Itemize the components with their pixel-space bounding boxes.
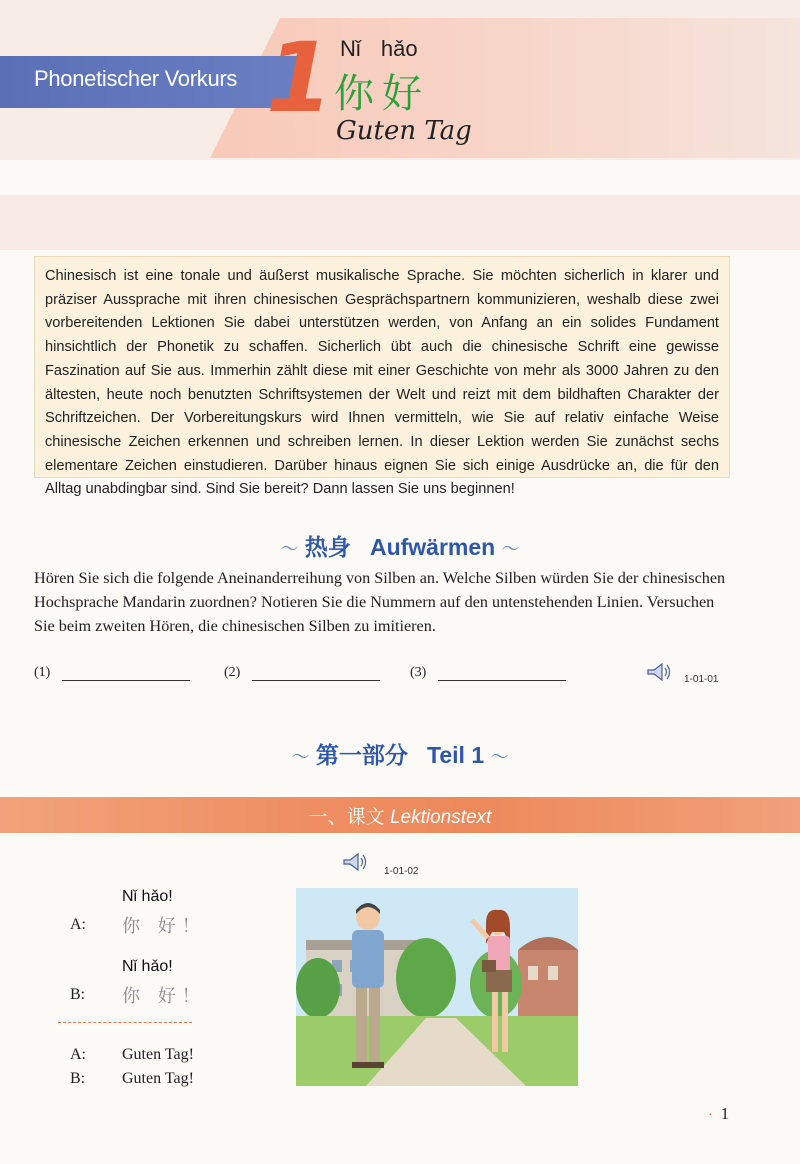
blank-label: (1) xyxy=(34,665,51,680)
blank-label: (2) xyxy=(224,665,241,680)
answer-line[interactable] xyxy=(62,662,190,681)
lesson-title-german: Guten Tag xyxy=(336,116,472,146)
audio-track-code: 1-01-01 xyxy=(684,674,719,685)
part-heading-de: Teil 1 xyxy=(427,742,485,768)
answer-blanks xyxy=(34,662,734,686)
ornament-icon: 〜 xyxy=(501,539,520,559)
translation-b-text: Guten Tag! xyxy=(122,1070,194,1087)
ornament-icon: 〜 xyxy=(291,747,310,767)
audio-speaker-icon[interactable] xyxy=(646,662,672,682)
bullet-icon: · xyxy=(708,1108,713,1123)
audio-speaker-icon[interactable] xyxy=(342,852,368,872)
translation-a-speaker: A: xyxy=(70,1046,86,1063)
blank-3[interactable] xyxy=(410,662,566,681)
greeting-illustration xyxy=(296,888,578,1086)
lesson-text-heading xyxy=(0,802,800,829)
lesson-title-hanzi: 你好 xyxy=(334,71,430,117)
blank-label: (3) xyxy=(410,665,427,680)
translation-a-text: Guten Tag! xyxy=(122,1046,194,1063)
page-number-area xyxy=(708,1104,729,1124)
warmup-heading-de: Aufwärmen xyxy=(369,534,496,560)
divider xyxy=(58,1022,192,1023)
page-number: 1 xyxy=(720,1104,730,1123)
dialogue-b-speaker: B: xyxy=(70,986,86,1003)
answer-line[interactable] xyxy=(438,662,566,681)
blank-2[interactable] xyxy=(224,662,380,681)
blank-1[interactable] xyxy=(34,662,190,681)
part-heading-cn: 第一部分 xyxy=(315,742,408,768)
ornament-icon: 〜 xyxy=(490,747,509,767)
course-title: Phonetischer Vorkurs xyxy=(34,66,238,91)
audio-track-code: 1-01-02 xyxy=(384,866,419,877)
dialogue-b-pinyin: Nǐ hǎo! xyxy=(122,958,173,975)
dialogue-a-hanzi: 你 好！ xyxy=(122,916,206,937)
ornament-icon: 〜 xyxy=(280,539,299,559)
warmup-heading-cn: 热身 xyxy=(304,534,351,560)
lesson-text-heading-de: Lektionstext xyxy=(389,807,492,828)
warmup-instruction: Hören Sie sich die folgende Aneinanderreihung von Silben an. Welche Silben würden Sie der chinesischen Hochsprache Mandarin zuordnen? Notieren Sie die Nummern auf den untenstehenden Linien. Versuchen Sie beim zweiten Hören, die chinesischen Silben zu imitieren. xyxy=(34,569,726,635)
part-heading xyxy=(0,737,800,770)
intro-box xyxy=(34,256,730,498)
lesson-title-pinyin: Nǐ hǎo xyxy=(340,36,418,61)
dialogue-a-speaker: A: xyxy=(70,916,86,933)
lesson-number: 1 xyxy=(266,22,333,134)
dialogue-a-pinyin: Nǐ hǎo! xyxy=(122,888,173,905)
warmup-heading xyxy=(0,529,800,562)
answer-line[interactable] xyxy=(252,662,380,681)
intro-text: Chinesisch ist eine tonale und äußerst musikalische Sprache. Sie möchten sicherlich in klarer und präziser Aussprache mit ihren chinesischen Gesprächspartnern kommunizieren, weshalb diese zwei vorbereitenden Lektionen Sie dabei unterstützen werden, von Anfang an ein solides Fundament hinsichtlich der Phonetik zu schaffen. Sicherlich übt auch die chinesische Schrift eine gewisse Faszination auf Sie aus. Immerhin zählt diese mit einer Geschichte von mehr als 3000 Jahren zu den ältesten, heute noch benutzten Schriftsystemen der Welt und reizt mit dem bildhaften Charakter der Schriftzeichen. Der Vorbereitungskurs wird Ihnen vermitteln, wie Sie auf relativ einfache Weise chinesische Zeichen erkennen und schreiben lernen. In dieser Lektion werden Sie zunächst sechs elementare Zeichen einstudieren. Darüber hinaus eignen Sie sich einige Ausdrücke an, die für den Alltag unabdingbar sind. Sind Sie bereit? Dann lassen Sie uns beginnen! xyxy=(45,268,719,498)
dialogue-b-hanzi: 你 好！ xyxy=(122,986,206,1007)
page-background-band xyxy=(0,195,800,250)
translation-b-speaker: B: xyxy=(70,1070,86,1087)
lesson-text-heading-cn: 一、课文 xyxy=(308,807,385,828)
